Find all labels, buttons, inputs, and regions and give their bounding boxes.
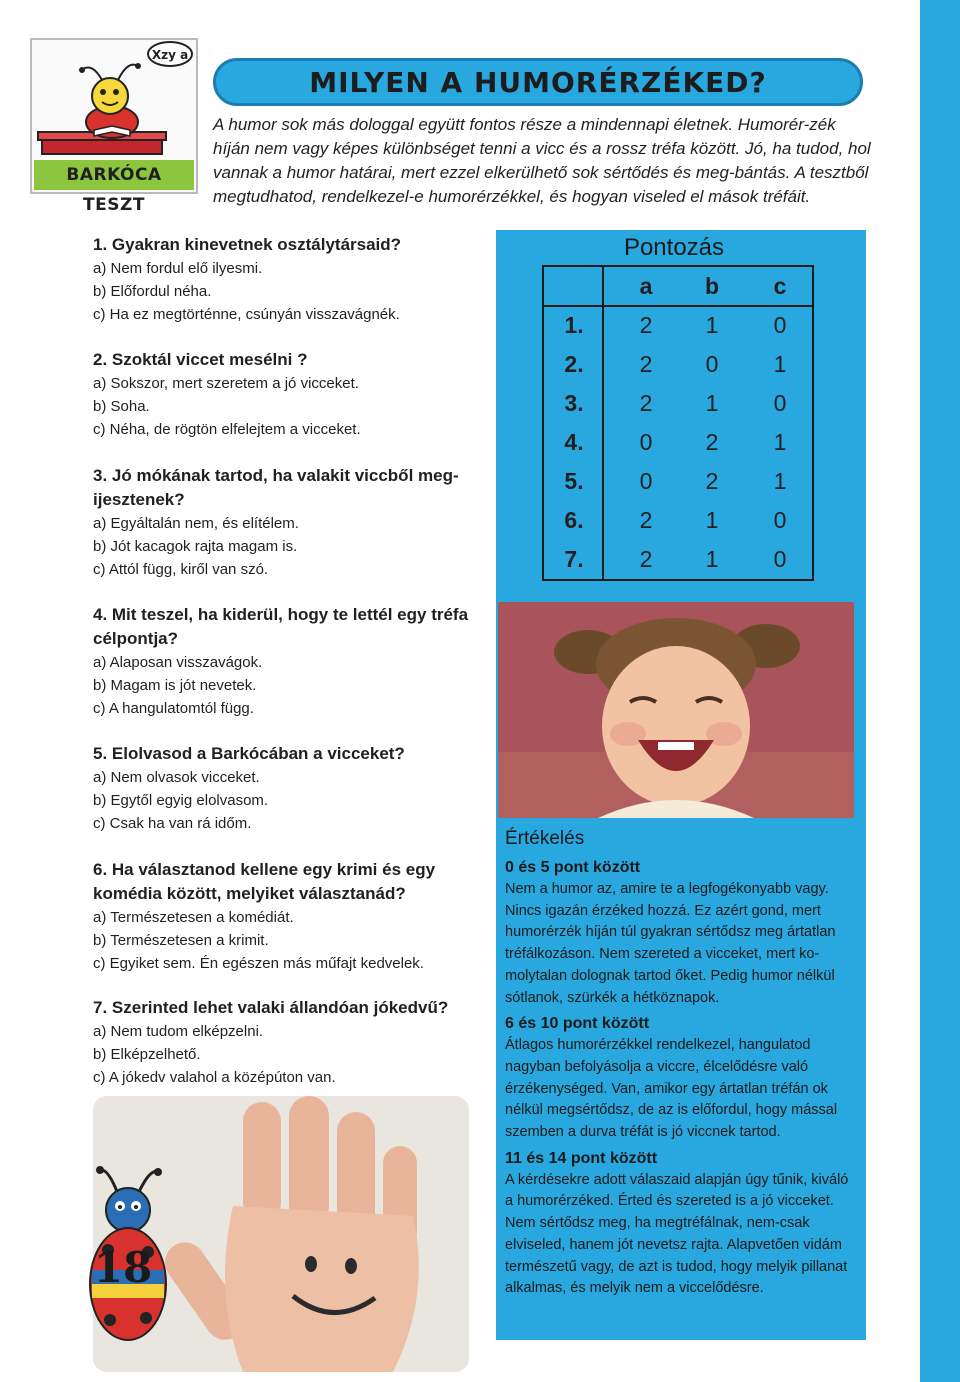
answer-c: c) Csak ha van rá időm. (93, 815, 252, 832)
question-6 (93, 858, 483, 975)
score-b: 1 (705, 507, 719, 533)
header-a: a (639, 273, 653, 299)
answer-a: a) Sokszor, mert szeretem a jó vicceket. (93, 375, 359, 392)
question-title: 3. Jó mókának tartod, ha valakit viccből meg-ijesztenek? (93, 466, 459, 509)
score-a: 2 (639, 312, 653, 338)
answer-c: c) Néha, de rögtön elfelejtem a vicceket. (93, 421, 361, 438)
score-b: 0 (705, 351, 719, 377)
row-number: 7. (564, 546, 584, 572)
answer-b: b) Egytől egyig elolvasom. (93, 792, 269, 809)
score-b: 1 (705, 312, 719, 338)
row-number: 5. (564, 468, 584, 494)
score-c: 0 (773, 312, 787, 338)
table-header-row (544, 267, 812, 306)
question-1 (93, 233, 483, 326)
question-7 (93, 996, 483, 1089)
row-number: 3. (564, 390, 584, 416)
bug-mascot-icon (32, 40, 196, 162)
score-a: 2 (639, 390, 653, 416)
answer-b: b) Előfordul néha. (93, 283, 212, 300)
answer-a: a) Egyáltalán nem, és elítélem. (93, 515, 299, 532)
row-number: 1. (564, 312, 584, 338)
question-title: 1. Gyakran kinevetnek osztálytársaid? (93, 235, 402, 254)
evaluation-range: 6 és 10 pont között (505, 1015, 650, 1033)
score-a: 2 (639, 351, 653, 377)
header-c: c (773, 273, 787, 299)
score-b: 2 (705, 429, 719, 455)
answer-a: a) Természetesen a komédiát. (93, 909, 294, 926)
evaluation-range: 11 és 14 pont között (505, 1149, 658, 1167)
score-c: 0 (773, 507, 787, 533)
evaluation-text: Átlagos humorérzékkel rendelkezel, hangulatod nagyban befolyásolja a viccre, élcelődésre való érzékenységed. Van, amikor egy ártatlan tréfán ok nélkül megsértődsz, de az is előfordul, hogy mással szemben a durva tréfát is jó viccnek tartod. (505, 1037, 838, 1141)
table-row (544, 384, 812, 423)
answer-c: c) A jókedv valahol a középúton van. (93, 1069, 336, 1086)
score-c: 1 (773, 351, 787, 377)
row-number: 4. (564, 429, 584, 455)
score-c: 0 (773, 546, 787, 572)
table-row (544, 345, 812, 384)
page-edge (920, 0, 960, 1382)
table-row (544, 501, 812, 540)
score-b: 1 (705, 546, 719, 572)
score-b: 1 (705, 390, 719, 416)
answer-c: c) A hangulatomtól függ. (93, 700, 254, 717)
question-title: 6. Ha választanod kellene egy krimi és egy komédia között, melyiket választanád? (93, 860, 436, 903)
scoring-title: Pontozás (623, 234, 725, 261)
answer-b: b) Elképzelhető. (93, 1046, 201, 1063)
score-c: 0 (773, 390, 787, 416)
row-number: 2. (564, 351, 584, 377)
score-a: 0 (639, 468, 653, 494)
logo-caption: BARKÓCA TESZT (34, 160, 194, 190)
evaluation-range: 0 és 5 pont között (505, 859, 641, 876)
answer-c: c) Ha ez megtörténne, csúnyán visszavágnék. (93, 306, 400, 323)
score-a: 2 (639, 546, 653, 572)
question-5 (93, 742, 483, 835)
scoring-table (542, 265, 814, 581)
answer-a: a) Alaposan visszavágok. (93, 654, 263, 671)
evaluation-section (505, 825, 855, 1300)
answer-a: a) Nem fordul elő ilyesmi. (93, 260, 263, 277)
intro-text: A humor sok más dologgal együtt fontos része a mindennapi életnek. Humorér-zék híján nem vagy képes különbséget tenni a vicc és a rossz tréfa között. Jó, ha tudod, hol vannak a humor határai, mert ezzel elkerülhető sok sértődés és meg-bántás. A tesztből megtudhatod, rendelkezel-e humorérzékkel, és hogyan viseled el mások tréfáit. (213, 115, 871, 206)
question-3 (93, 464, 483, 581)
question-title: 5. Elolvasod a Barkócában a vicceket? (93, 744, 405, 763)
question-4 (93, 603, 483, 720)
answer-c: c) Attól függ, kiről van szó. (93, 561, 269, 578)
answer-a: a) Nem tudom elképzelni. (93, 1023, 264, 1040)
score-c: 1 (773, 429, 787, 455)
page-number: 18 (93, 1243, 153, 1292)
answer-a: a) Nem olvasok vicceket. (93, 769, 260, 786)
table-row (544, 462, 812, 501)
answer-c: c) Egyiket sem. Én egészen más műfajt kedvelek. (93, 955, 424, 972)
header-b: b (704, 273, 720, 299)
evaluation-text: A kérdésekre adott válaszaid alapján úgy tűnik, kiváló a humorérzéked. Érted és szereted is a jó vicceket. Nem sértődsz meg, ha megtréfálnak, nem-csak elviseled, hanem jót nevetsz rajta. Alapvetően vidám természetű vagy, de azt is tudod, hogy melyik pillanat alkalmas, és melyik nem a viccelődésre. (505, 1171, 849, 1297)
score-a: 0 (639, 429, 653, 455)
table-row (544, 540, 812, 579)
evaluation-text: Nem a humor az, amire te a legfogékonyabb vagy. Nincs igazán érzéked hozzá. Ez azért gond, mert humorérzék híján túl gyakran sértődsz meg ártatlan tréfálkozáson. Nem szereted a vicceket, mert ko-molytalan dolognak tartod őket. Pedig humor nélkül sótlanok, szürkék a hétköznapok. (505, 881, 836, 1006)
score-a: 2 (639, 507, 653, 533)
question-2 (93, 348, 483, 441)
table-row (544, 423, 812, 462)
question-title: 7. Szerinted lehet valaki állandóan jókedvű? (93, 998, 449, 1017)
question-title: 2. Szoktál viccet mesélni ? (93, 350, 308, 369)
answer-b: b) Soha. (93, 398, 150, 415)
logo-sign-text: Xzy a (151, 48, 189, 62)
row-number: 6. (564, 507, 584, 533)
laughing-child-photo (498, 602, 854, 818)
barkoca-logo (30, 38, 198, 215)
score-b: 2 (705, 468, 719, 494)
title-banner (213, 58, 863, 106)
table-row (544, 306, 812, 345)
answer-b: b) Magam is jót nevetek. (93, 677, 257, 694)
answer-b: b) Jót kacagok rajta magam is. (93, 538, 298, 555)
page-title: MILYEN A HUMORÉRZÉKED? (309, 66, 767, 99)
question-title: 4. Mit teszel, ha kiderül, hogy te lettél egy tréfa célpontja? (93, 605, 469, 648)
evaluation-heading: Értékelés (505, 828, 585, 849)
answer-b: b) Természetesen a krimit. (93, 932, 269, 949)
score-c: 1 (773, 468, 787, 494)
